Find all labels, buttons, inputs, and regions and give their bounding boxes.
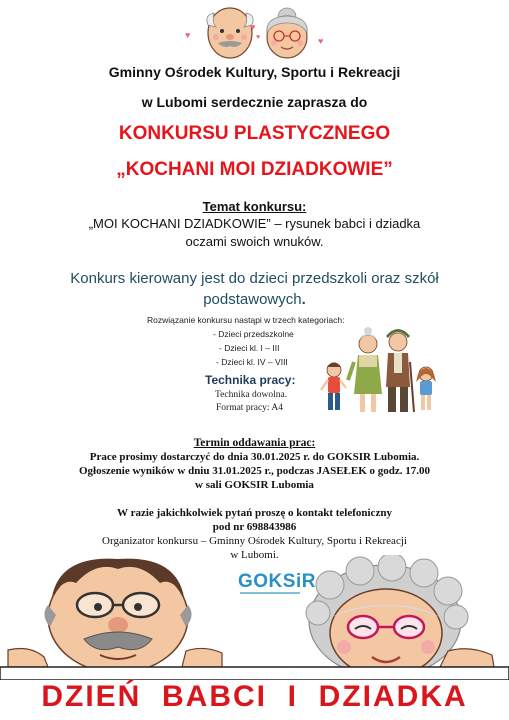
grandpa-figure-icon [386,329,414,412]
category-item: - Dzieci przedszkolne [213,329,294,339]
invitation-line: w Lubomi serdecznie zaprasza do [141,94,368,110]
theme-line: oczami swoich wnuków. [185,234,324,249]
audience-dot: . [301,291,306,308]
grandma-large-icon [306,555,494,677]
grandpa-large-icon [8,559,222,673]
contest-title: KONKURSU PLASTYCZNEGO [118,123,391,144]
technique-heading: Technika pracy: [205,373,296,387]
heart-icon: ♥ [185,30,191,40]
organizer-name: Gminny Ośrodek Kultury, Sportu i Rekreacji [108,64,401,80]
grandma-face-icon [267,8,307,58]
heart-icon: ♥ [256,34,261,41]
boy-figure-icon [321,363,346,411]
grandparents-faces-illustration [192,3,317,63]
girl-figure-icon [416,367,436,410]
deadline-heading: Termin oddawania prac: [193,437,316,449]
family-illustration [318,322,443,422]
grandma-figure-icon [348,327,382,412]
deadline-line: Prace prosimy dostarczyć do dnia 30.01.2025 r. do GOKSIR Lubomia. [89,451,420,463]
organizer-line: Organizator konkursu – Gminny Ośrodek Kultury, Sportu i Rekreacji [102,535,407,547]
contest-subtitle: „KOCHANI MOI DZIADKOWIE” [116,159,393,180]
theme-heading: Temat konkursu: [202,199,307,214]
organizer-location: w Lubomi. [230,549,279,561]
audience-text-part: podstawowych [203,291,302,308]
technique-line: Format pracy: A4 [216,403,284,413]
theme-line: „MOI KOCHANI DZIADKOWIE” – rysunek babci i dziadka [88,216,421,231]
heart-icon: ♥ [250,22,256,32]
results-venue: w sali GOKSIR Lubomia [195,479,314,491]
results-line: Ogłoszenie wyników w dniu 31.01.2025 r., podczas JASEŁEK o godz. 17.00 [78,465,431,477]
goksir-logo-underline [240,592,300,594]
heart-icon: ♥ [318,36,324,46]
grandpa-face-icon [207,8,256,58]
contact-phone: pod nr 698843986 [212,521,297,533]
audience-text: Konkurs kierowany jest do dzieci przedszkoli oraz szkół [70,270,439,287]
contact-line: W razie jakichkolwiek pytań proszę o kontakt telefoniczny [117,507,392,519]
technique-line: Technika dowolna. [215,390,288,400]
goksir-logo-icon [226,569,236,577]
categories-intro: Rozwiązanie konkursu nastąpi w trzech kategoriach: [147,315,345,325]
category-item: - Dzieci kl. I – III [219,343,280,353]
audience-text [0,291,509,308]
goksir-logo: GOKSiR [238,571,316,592]
category-item: - Dzieci kl. IV – VIII [216,357,288,367]
footer-banner: DZIEŃ BABCI I DZIADKA [41,680,468,713]
